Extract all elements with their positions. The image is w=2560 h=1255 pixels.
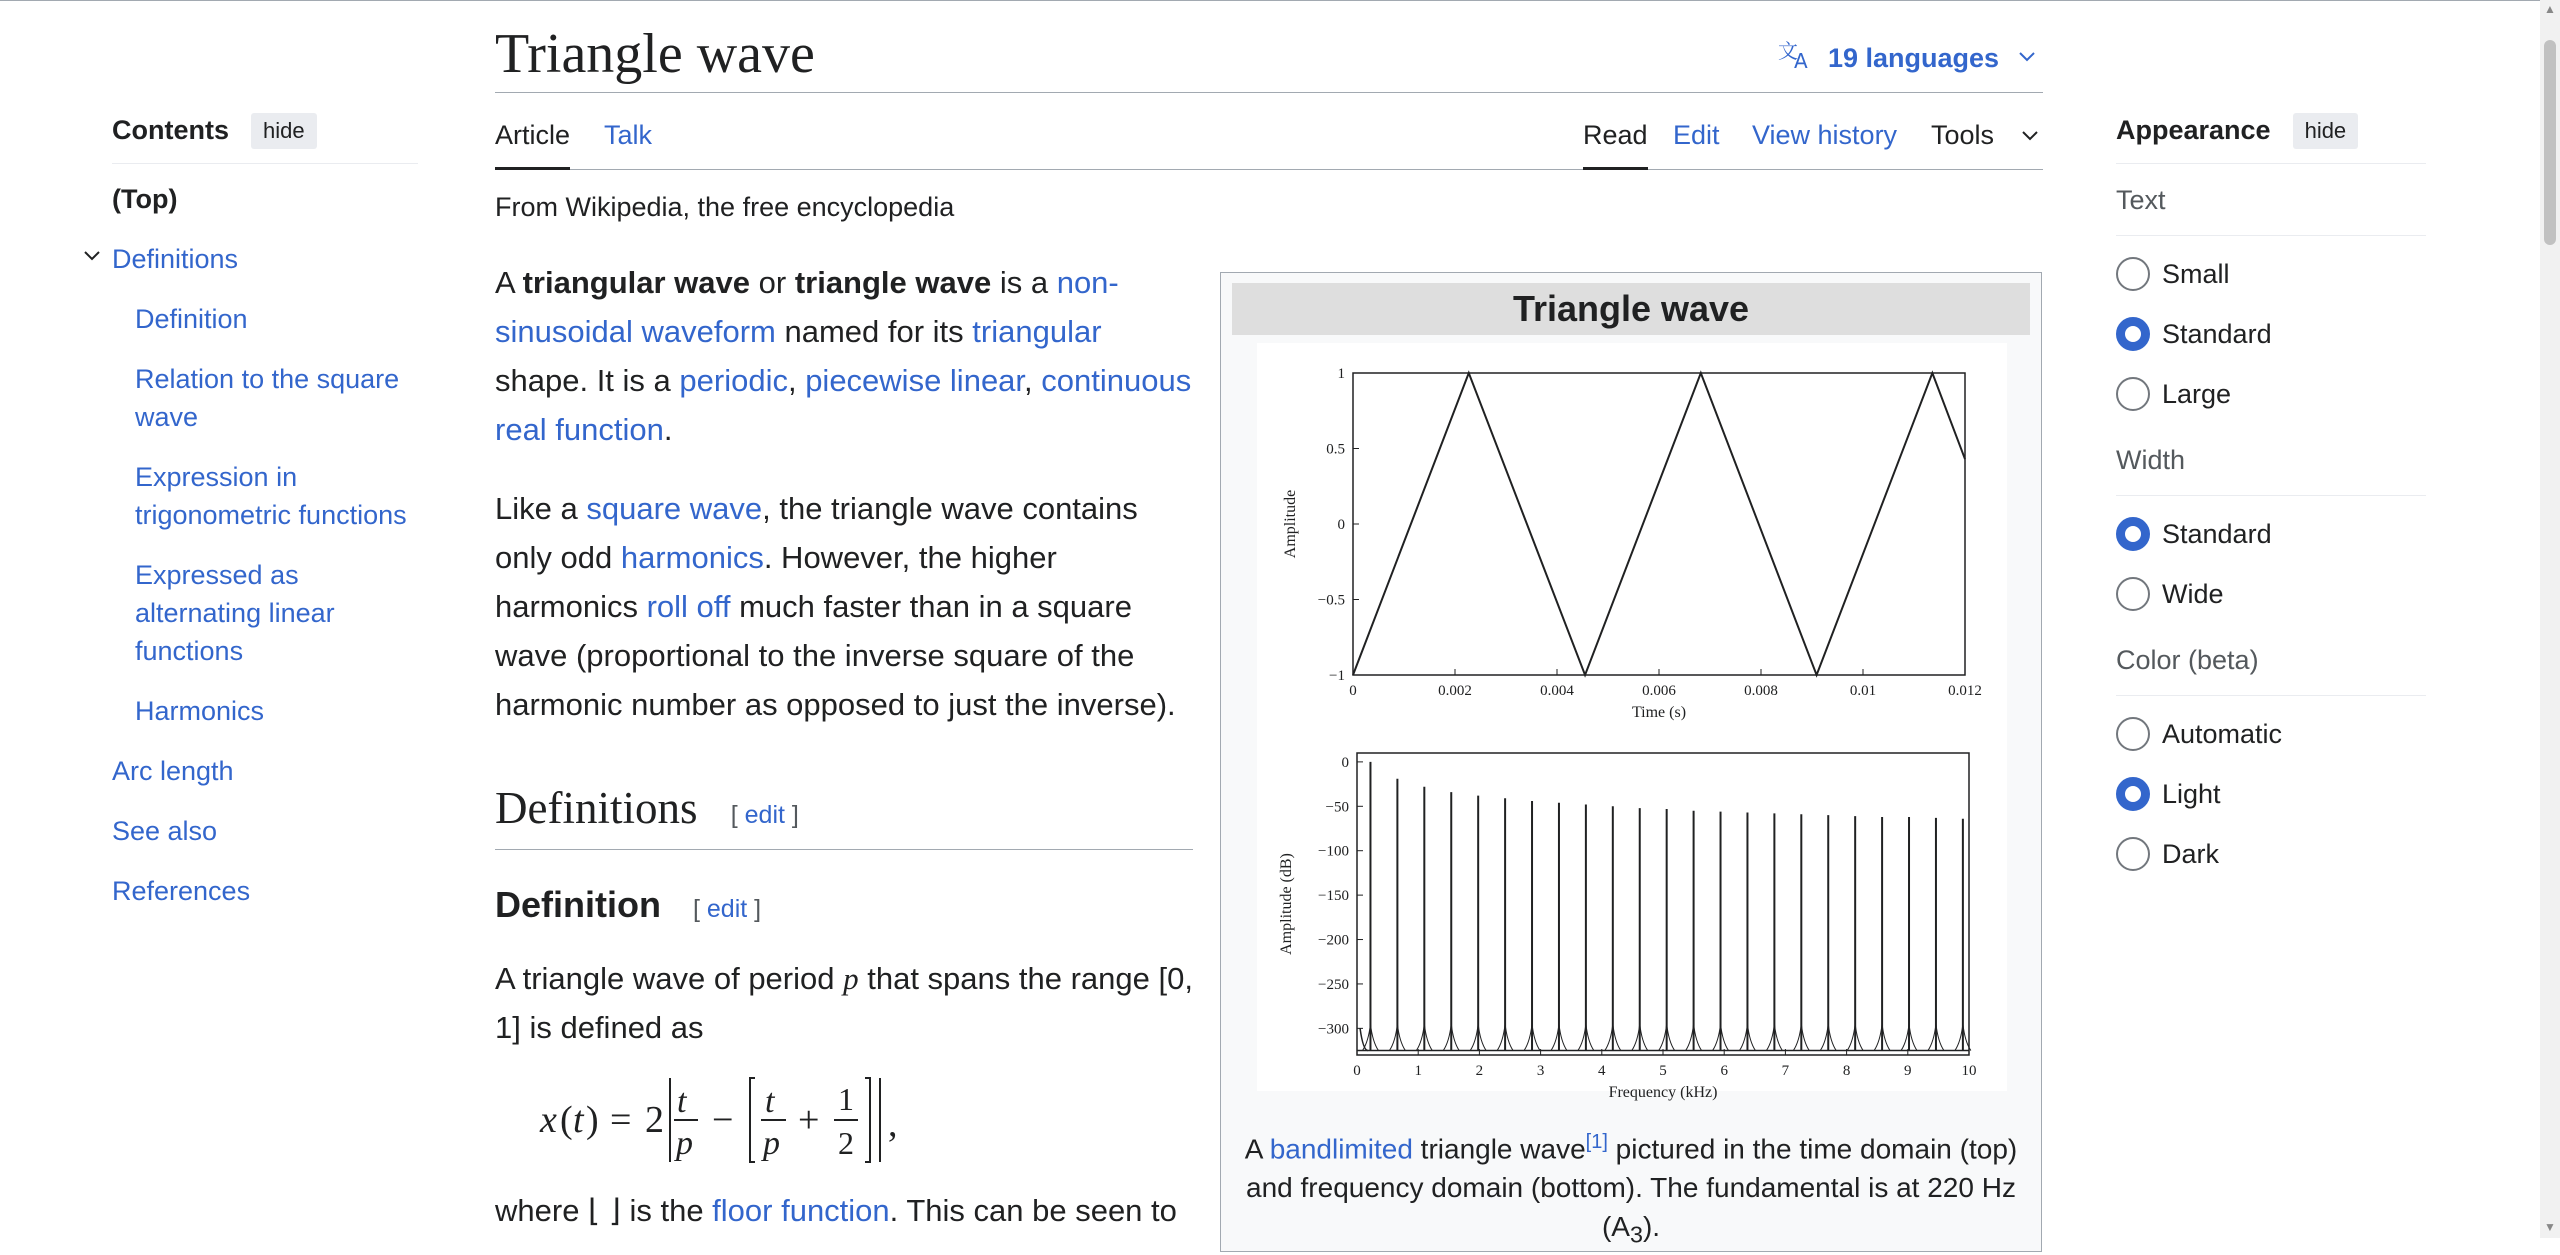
text: Like a	[495, 491, 587, 526]
y-tick-label: −50	[1325, 799, 1349, 816]
svg-text:+: +	[798, 1099, 820, 1141]
link-square-wave[interactable]: square wave	[586, 491, 763, 526]
svg-text:−: −	[712, 1099, 734, 1141]
section-label: Text	[2116, 180, 2426, 236]
svg-text:): )	[586, 1099, 599, 1141]
text: where ⌊ ⌋ is the	[495, 1193, 713, 1228]
radio-label[interactable]: Light	[2162, 778, 2221, 809]
edit-link[interactable]: edit	[706, 895, 748, 923]
floor-paragraph	[495, 1186, 1195, 1235]
x-tick-label: 0.006	[1642, 683, 1676, 699]
x-tick-label: 0.012	[1948, 683, 1982, 699]
y-tick-label: −150	[1318, 888, 1349, 905]
x-tick-label: 3	[1536, 1063, 1545, 1079]
section-label: Color (beta)	[2116, 640, 2426, 696]
text: A triangle wave of period	[495, 961, 844, 996]
y-tick-label: −300	[1318, 1021, 1349, 1038]
table-of-contents	[112, 108, 418, 932]
radio-label[interactable]: Large	[2162, 378, 2232, 409]
waveform-charts	[1257, 343, 2007, 1101]
appearance-title: Appearance	[2116, 115, 2271, 145]
y-tick-label: −250	[1318, 976, 1349, 993]
text: shape. It is a	[495, 363, 680, 398]
text: A	[1244, 1133, 1270, 1165]
text: . This can be seen to	[889, 1193, 1177, 1228]
toc-title: Contents	[112, 115, 229, 145]
x-tick-label: 0	[1353, 1063, 1361, 1079]
x-tick-label: 8	[1842, 1063, 1851, 1079]
intro-paragraph	[495, 258, 1195, 454]
frequency-domain-chart	[1278, 753, 1977, 1101]
color-section	[2116, 640, 2426, 884]
chevron-down-icon[interactable]	[82, 240, 102, 278]
bold-term: triangular wave	[522, 265, 751, 300]
section-heading-definitions	[495, 782, 1193, 850]
toc-item-relation-square-wave[interactable]	[112, 360, 418, 436]
page-title: Triangle wave	[495, 23, 815, 85]
x-tick-label: 9	[1904, 1063, 1912, 1079]
tab-talk[interactable]: Talk	[604, 120, 653, 150]
radio-label[interactable]: Standard	[2162, 518, 2272, 549]
text: much faster than in a square wave (proportional to the inverse square of the harmonic number as opposed to just the inverse).	[495, 589, 1176, 722]
languages-label[interactable]: 19 languages	[1828, 42, 2000, 73]
radio-button[interactable]	[2116, 317, 2150, 351]
toc-item-label[interactable]: Definitions	[112, 244, 239, 274]
toc-item-arc-length[interactable]	[112, 752, 418, 790]
x-tick-label: 2	[1475, 1063, 1484, 1079]
heading-text: Definitions	[495, 783, 698, 833]
x-tick-label: 0.008	[1744, 683, 1778, 699]
reference-link[interactable]: [1]	[1585, 1131, 1608, 1153]
chevron-down-icon[interactable]	[2020, 124, 2040, 149]
x-tick-label: 0.004	[1540, 683, 1574, 699]
translate-icon	[1778, 38, 1814, 78]
x-tick-label: 10	[1961, 1063, 1977, 1079]
radio-button[interactable]	[2116, 377, 2150, 411]
svg-text:=: =	[610, 1099, 632, 1141]
section-edit: [ edit ]	[730, 801, 799, 829]
tab-edit[interactable]: Edit	[1673, 120, 1720, 150]
tab-tools[interactable]	[1931, 120, 2040, 170]
time-domain-chart	[1282, 366, 1982, 721]
x-tick-label: 0.01	[1849, 683, 1877, 699]
svg-text:x: x	[540, 1099, 557, 1141]
x-tick-label: 4	[1598, 1063, 1606, 1079]
y-tick-label: 0.5	[1326, 441, 1345, 458]
infobox-caption	[1231, 1123, 2031, 1255]
link-bandlimited[interactable]: bandlimited	[1269, 1133, 1413, 1165]
chevron-down-icon[interactable]	[2017, 45, 2037, 71]
appearance-hide-button[interactable]: hide	[2293, 113, 2359, 149]
page-scrollbar[interactable]	[2540, 0, 2560, 1238]
radio-text-large[interactable]	[2116, 364, 2426, 424]
section-edit: [ edit ]	[693, 895, 762, 923]
text: named for its	[775, 314, 973, 349]
radio-width-standard[interactable]	[2116, 504, 2426, 564]
svg-text:,: ,	[888, 1103, 898, 1145]
y-tick-label: −200	[1318, 932, 1349, 949]
x-axis-label: Frequency (kHz)	[1608, 1084, 1718, 1101]
y-tick-label: 1	[1337, 366, 1345, 382]
infobox	[1220, 272, 2042, 1252]
radio-text-standard[interactable]	[2116, 304, 2426, 364]
toc-item-label[interactable]: Arc length	[112, 756, 234, 786]
math-formula	[540, 1070, 980, 1170]
text: pictured in the time domain (top) and frequency domain (bottom). The fundamental is at 220 Hz (A	[1246, 1133, 2018, 1243]
y-tick-label: 0	[1341, 754, 1349, 771]
toc-item-label[interactable]: Expression in trigonometric functions	[135, 462, 407, 530]
bold-term: triangle wave	[794, 265, 992, 300]
appearance-header	[2116, 108, 2426, 164]
text-size-section	[2116, 180, 2426, 424]
radio-color-automatic[interactable]	[2116, 704, 2426, 764]
radio-label[interactable]: Automatic	[2162, 718, 2283, 749]
radio-width-wide[interactable]	[2116, 564, 2426, 624]
svg-text:A: A	[1794, 49, 1808, 73]
tab-view-history[interactable]: View history	[1752, 120, 1898, 150]
formula-image	[540, 1070, 980, 1170]
toc-hide-button[interactable]: hide	[251, 113, 317, 149]
appearance-panel	[2116, 108, 2426, 884]
radio-label[interactable]: Wide	[2162, 578, 2224, 609]
x-tick-label: 6	[1720, 1063, 1728, 1079]
heading-text: Definition	[495, 884, 661, 925]
toc-item-definition[interactable]	[112, 300, 418, 338]
svg-text:p: p	[676, 1125, 693, 1162]
infobox-title: Triangle wave	[1232, 283, 2030, 335]
y-tick-label: −1	[1329, 668, 1345, 684]
radio-button[interactable]	[2116, 777, 2150, 811]
scrollbar-thumb[interactable]	[2544, 40, 2556, 245]
link-continuous-real-function[interactable]: continuous real function	[495, 363, 1192, 447]
svg-text:文: 文	[1778, 39, 1798, 63]
radio-button[interactable]	[2116, 577, 2150, 611]
y-axis-label: Amplitude	[1282, 489, 1299, 559]
link-harmonics[interactable]: harmonics	[620, 540, 764, 575]
text: ,	[1024, 363, 1042, 398]
link-periodic[interactable]: periodic	[679, 363, 788, 398]
radio-label[interactable]: Dark	[2162, 838, 2220, 869]
edit-link[interactable]: edit	[744, 801, 785, 829]
subscript: 3	[1629, 1221, 1643, 1248]
x-tick-label: 0	[1349, 683, 1357, 699]
text: A	[495, 265, 523, 300]
text: triangle wave	[1412, 1133, 1586, 1165]
y-axis-label: Amplitude (dB)	[1278, 853, 1295, 955]
svg-text:t: t	[677, 1083, 687, 1120]
toc-item-label[interactable]: References	[112, 876, 251, 906]
toc-item-references[interactable]	[112, 872, 418, 910]
y-tick-label: −100	[1318, 843, 1349, 860]
toc-item-label[interactable]: (Top)	[112, 184, 178, 214]
svg-text:(: (	[560, 1099, 573, 1141]
scroll-up-icon[interactable]: ▲	[2544, 2, 2556, 16]
text: , the triangle wave contains only odd	[495, 491, 1138, 575]
width-section	[2116, 440, 2426, 624]
link-piecewise-linear[interactable]: piecewise linear	[805, 363, 1025, 398]
radio-color-dark[interactable]	[2116, 824, 2426, 884]
definition-paragraph	[495, 954, 1195, 1052]
x-tick-label: 7	[1781, 1063, 1790, 1079]
text: .	[663, 412, 673, 447]
x-tick-label: 5	[1659, 1063, 1667, 1079]
y-tick-label: 0	[1337, 517, 1345, 533]
subsection-heading-definition	[495, 884, 761, 926]
plot-frame	[1357, 753, 1969, 1055]
toc-item-trigonometric[interactable]	[112, 458, 418, 534]
radio-text-small[interactable]	[2116, 244, 2426, 304]
radio-label[interactable]: Small	[2162, 258, 2230, 289]
radio-button[interactable]	[2116, 257, 2150, 291]
page-tabs	[495, 112, 2043, 170]
tab-read[interactable]: Read	[1583, 120, 1648, 170]
toc-header	[112, 108, 418, 164]
svg-text:p: p	[763, 1125, 780, 1162]
harmonics-paragraph	[495, 484, 1195, 729]
x-axis-label: Time (s)	[1631, 704, 1687, 721]
svg-text:2: 2	[838, 1125, 854, 1161]
radio-button[interactable]	[2116, 517, 2150, 551]
toc-item-label[interactable]: Expressed as alternating linear functions	[135, 560, 335, 666]
link-floor-function[interactable]: floor function	[712, 1193, 890, 1228]
svg-text:t: t	[573, 1099, 584, 1141]
top-border	[0, 0, 2560, 1]
svg-text:1: 1	[838, 1081, 854, 1117]
tab-article[interactable]: Article	[495, 120, 570, 170]
language-selector[interactable]	[1778, 38, 2037, 78]
tagline: From Wikipedia, the free encyclopedia	[495, 192, 955, 222]
toc-item-harmonics[interactable]	[112, 692, 418, 730]
link-non-sinusoidal-waveform[interactable]: non-sinusoidal waveform	[495, 265, 1119, 349]
toc-list	[112, 180, 418, 910]
toc-item-top[interactable]	[112, 180, 418, 218]
link-roll-off[interactable]: roll off	[646, 589, 731, 624]
toc-item-label[interactable]: Harmonics	[135, 696, 265, 726]
text: or	[750, 265, 795, 300]
toc-item-see-also[interactable]	[112, 812, 418, 850]
scroll-down-icon[interactable]: ▼	[2544, 1220, 2556, 1234]
svg-text:2: 2	[645, 1099, 664, 1141]
toc-item-label[interactable]: Relation to the square wave	[135, 364, 400, 432]
svg-text:t: t	[765, 1083, 775, 1120]
link-triangular[interactable]: triangular	[972, 314, 1102, 349]
radio-button[interactable]	[2116, 837, 2150, 871]
radio-label[interactable]: Standard	[2162, 318, 2272, 349]
series-line	[1353, 373, 1965, 675]
text: that spans the range [0, 1] is defined as	[495, 961, 1193, 1045]
toc-item-label[interactable]: See also	[112, 816, 218, 846]
radio-color-light[interactable]	[2116, 764, 2426, 824]
tools-label[interactable]: Tools	[1931, 120, 1995, 150]
infobox-image[interactable]	[1257, 343, 2007, 1101]
title-divider	[495, 92, 2043, 93]
radio-button[interactable]	[2116, 717, 2150, 751]
text: is a	[991, 265, 1057, 300]
variable: p	[843, 961, 859, 996]
toc-item-label[interactable]: Definition	[135, 304, 248, 334]
plot-frame	[1353, 373, 1965, 675]
y-tick-label: −0.5	[1317, 592, 1345, 609]
text: ).	[1642, 1211, 1661, 1243]
x-tick-label: 1	[1414, 1063, 1422, 1079]
section-label: Width	[2116, 440, 2426, 496]
toc-item-alternating-linear[interactable]	[112, 556, 418, 670]
text: ,	[787, 363, 806, 398]
toc-item-definitions[interactable]	[112, 240, 418, 278]
text: . However, the higher harmonics	[495, 540, 1057, 624]
x-tick-label: 0.002	[1438, 683, 1472, 699]
